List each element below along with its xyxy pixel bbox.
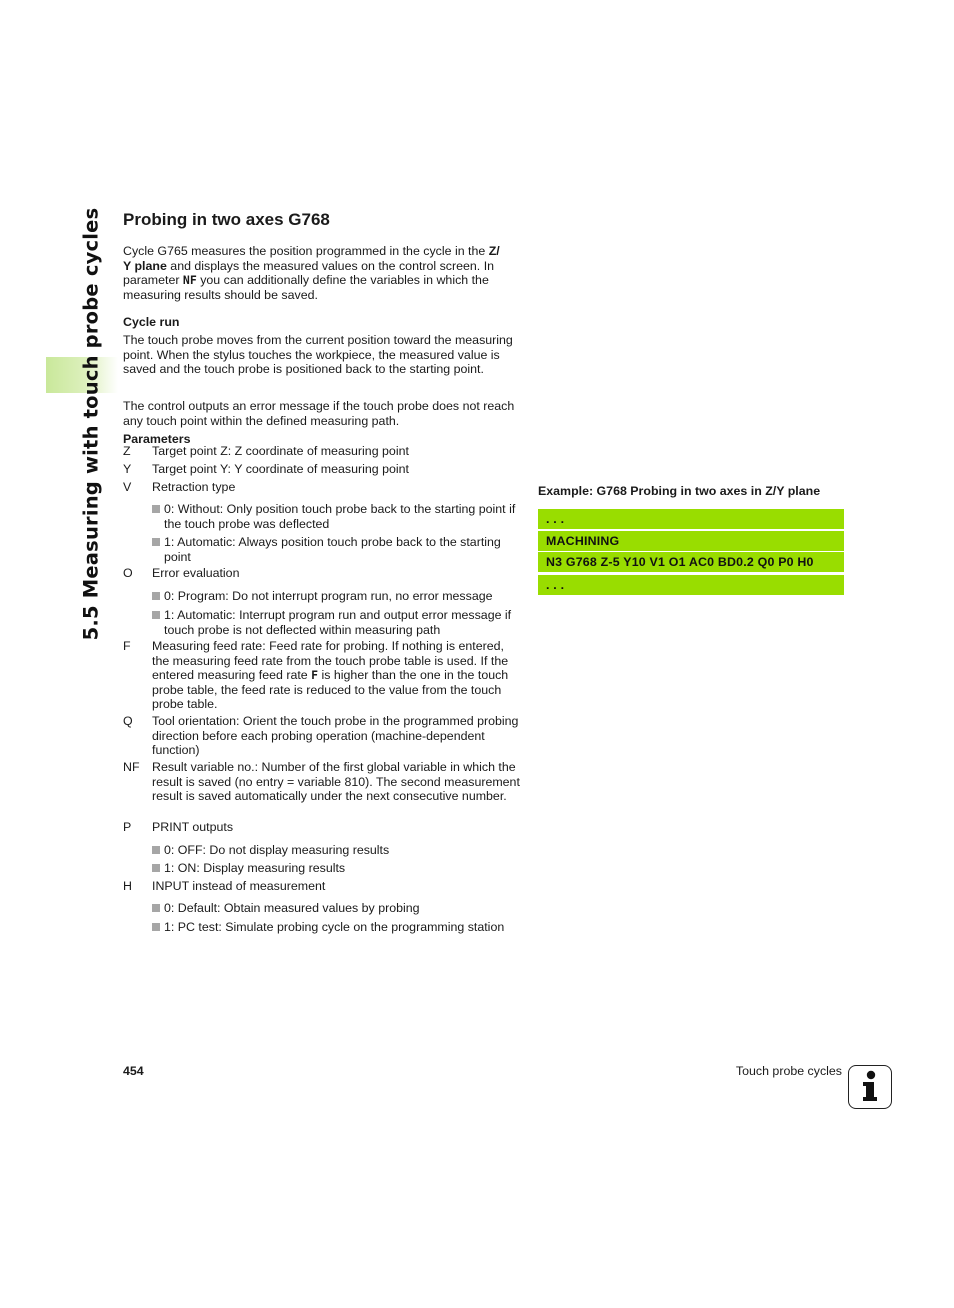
param-code: NF [123, 760, 140, 774]
bullet-square-icon [152, 923, 160, 931]
code-line: N3 G768 Z-5 Y10 V1 O1 AC0 BD0.2 Q0 P0 H0 [538, 552, 844, 572]
bullet-square-icon [152, 592, 160, 600]
intro-text-1: Cycle G765 measures the position programmed in the cycle in the [123, 244, 489, 258]
info-icon [848, 1065, 892, 1109]
param-option [152, 589, 522, 604]
param-code: O [123, 566, 133, 580]
param-desc-part: is higher than the one in the touch probe table, the feed rate is reduced to the value from the touch probe table. [152, 668, 509, 711]
bullet-square-icon [152, 611, 160, 619]
param-code: Y [123, 462, 132, 476]
param-desc: Tool orientation: Orient the touch probe in the programmed probing direction before each probing operation (machine-dependent function) [152, 714, 519, 757]
bullet-square-icon [152, 846, 160, 854]
option-text: 0: Program: Do not interrupt program run, no error message [164, 589, 493, 603]
param-desc: INPUT instead of measurement [152, 879, 326, 893]
param-option [152, 535, 522, 564]
code-line: . . . [538, 575, 844, 595]
param-desc: Target point Z: Z coordinate of measuring point [152, 444, 409, 458]
intro-bold-plane: Z/ Y plane [123, 244, 500, 273]
param-code: V [123, 480, 132, 494]
param-code: H [123, 879, 132, 893]
example-caption: Example: G768 Probing in two axes in Z/Y plane [538, 484, 821, 498]
intro-text-3: you can additionally define the variables in which the measuring results should be saved. [123, 273, 489, 302]
param-option [152, 843, 522, 858]
cycle-run-heading: Cycle run [123, 315, 180, 329]
bullet-square-icon [152, 538, 160, 546]
option-text: 1: ON: Display measuring results [164, 861, 346, 875]
option-text: 1: Automatic: Interrupt program run and output error message if touch probe is not deflected within measuring path [164, 608, 512, 637]
param-desc: Retraction type [152, 480, 236, 494]
param-option [152, 901, 522, 916]
param-desc: Target point Y: Y coordinate of measuring point [152, 462, 409, 476]
intro-param-nf: NF [182, 273, 197, 287]
chapter-side-title: 5.5 Measuring with touch probe cycles [79, 207, 103, 641]
param-desc: PRINT outputs [152, 820, 234, 834]
param-desc-part: Measuring feed rate: Feed rate for probing. If nothing is entered, the measuring feed rate from the touch probe table is used. If the entered measuring feed rate [152, 639, 509, 682]
param-option [152, 608, 522, 637]
option-text: 0: Without: Only position touch probe back to the starting point if the touch probe was deflected [164, 502, 516, 531]
param-option [152, 861, 522, 876]
option-text: 1: PC test: Simulate probing cycle on the programming station [164, 920, 505, 934]
param-code: P [123, 820, 132, 834]
cycle-run-paragraph-1: The touch probe moves from the current position toward the measuring point. When the stylus touches the workpiece, the measured value is saved and the touch probe is positioned back to the starting point. [123, 333, 513, 376]
cycle-run-paragraph-2: The control outputs an error message if the touch probe does not reach any touch point within the defined measuring path. [123, 399, 515, 428]
param-code: Q [123, 714, 133, 728]
intro-paragraph [123, 244, 523, 302]
parameters-heading: Parameters [123, 432, 191, 446]
option-text: 0: Default: Obtain measured values by probing [164, 901, 420, 915]
code-line: . . . [538, 509, 844, 529]
option-text: 1: Automatic: Always position touch probe back to the starting point [164, 535, 501, 564]
param-desc [152, 639, 520, 712]
section-title: Probing in two axes G768 [123, 210, 330, 229]
param-desc: Result variable no.: Number of the first global variable in which the result is saved (no entry = variable 810). The second measurement result is saved automatically under the next consecutive number. [152, 760, 520, 803]
page-number: 454 [123, 1064, 144, 1078]
option-text: 0: OFF: Do not display measuring results [164, 843, 390, 857]
footer-chapter-title: Touch probe cycles [735, 1064, 842, 1078]
param-code: F [123, 639, 131, 653]
intro-text-2: and displays the measured values on the control screen. In parameter [123, 258, 495, 287]
param-desc: Error evaluation [152, 566, 240, 580]
bullet-square-icon [152, 904, 160, 912]
param-desc-bold: F [311, 668, 319, 682]
bullet-square-icon [152, 864, 160, 872]
bullet-square-icon [152, 505, 160, 513]
code-line: MACHINING [538, 531, 844, 551]
param-option [152, 502, 522, 531]
param-option [152, 920, 522, 935]
param-code: Z [123, 444, 131, 458]
info-glyph-icon [849, 1066, 890, 1107]
